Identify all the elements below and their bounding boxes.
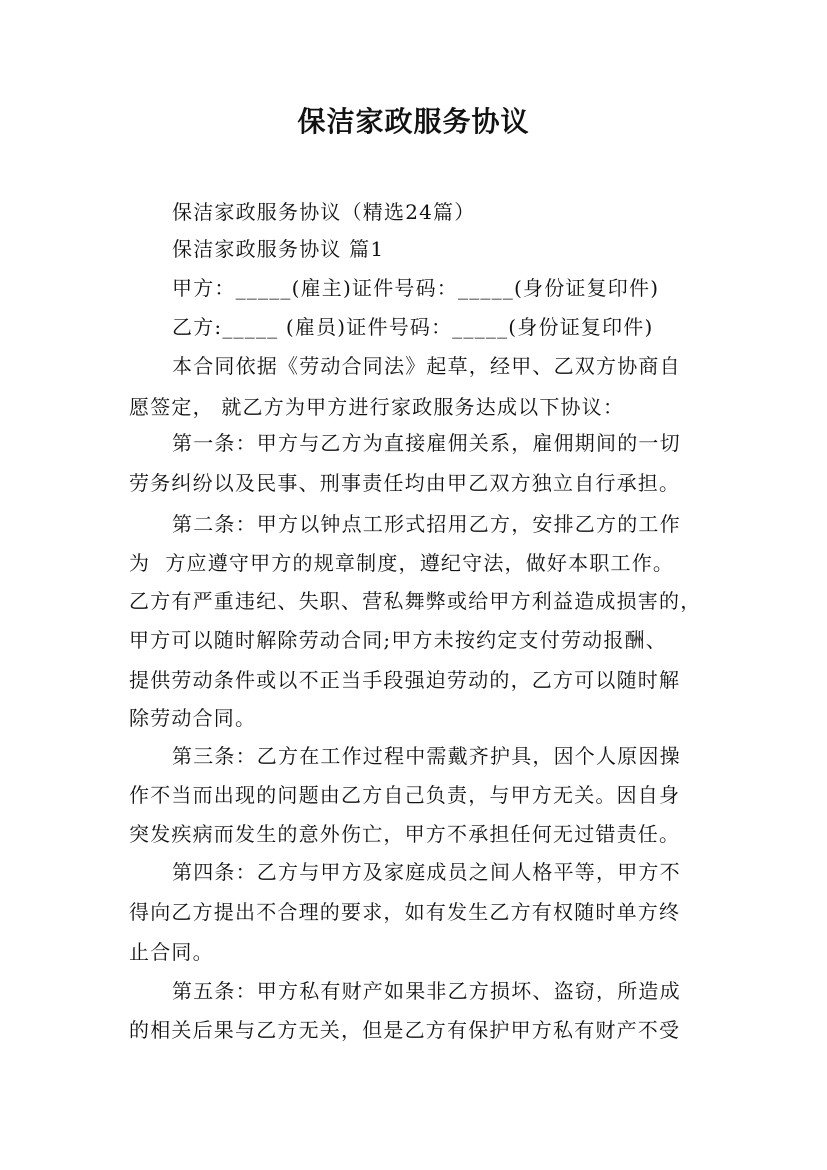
text-line: 为 方应遵守甲方的规章制度，遵纪守法，做好本职工作。 — [129, 551, 675, 575]
text-line: 本合同依据《劳动合同法》起草，经甲、乙双方协商自 — [172, 354, 681, 378]
text-line: 劳务纠纷以及民事、刑事责任均由甲乙双方独立自行承担。 — [129, 471, 681, 495]
text-line: 甲方：_____(雇主)证件号码：_____(身份证复印件) — [172, 276, 660, 300]
text-line: 作不当而出现的问题由乙方自己负责，与甲方无关。因自身 — [129, 783, 681, 807]
text-line: 第一条：甲方与乙方为直接雇佣关系，雇佣期间的一切 — [172, 431, 681, 455]
text-line: 第五条：甲方私有财产如果非乙方损坏、盗窃，所造成 — [172, 979, 681, 1003]
text-line: 保洁家政服务协议 篇1 — [172, 237, 385, 261]
text-line: 的相关后果与乙方无关，但是乙方有保护甲方私有财产不受 — [129, 1018, 681, 1042]
text-line: 甲方可以随时解除劳动合同;甲方未按约定支付劳动报酬、 — [129, 628, 667, 652]
text-line: 除劳动合同。 — [129, 706, 257, 730]
text-line: 第四条：乙方与甲方及家庭成员之间人格平等，甲方不 — [172, 860, 681, 884]
document-title: 保洁家政服务协议 — [297, 105, 530, 138]
text-line: 提供劳动条件或以不正当手段强迫劳动的，乙方可以随时解 — [129, 668, 681, 692]
text-line: 突发疾病而发生的意外伤亡，甲方不承担任何无过错责任。 — [129, 822, 681, 846]
text-line: 愿签定， 就乙方为甲方进行家政服务达成以下协议： — [129, 395, 625, 419]
text-line: 第二条：甲方以钟点工形式招用乙方，安排乙方的工作 — [172, 512, 681, 536]
text-line: 乙方有严重违纪、失职、营私舞弊或给甲方利益造成损害的， — [129, 589, 702, 613]
text-line: 保洁家政服务协议（精选24篇） — [172, 200, 476, 224]
text-line: 第三条：乙方在工作过程中需戴齐护具，因个人原因操 — [172, 744, 681, 768]
text-line: 止合同。 — [129, 940, 214, 964]
text-line: 乙方:_____ (雇员)证件号码：_____(身份证复印件) — [172, 315, 654, 339]
text-line: 得向乙方提出不合理的要求，如有发生乙方有权随时单方终 — [129, 900, 681, 924]
